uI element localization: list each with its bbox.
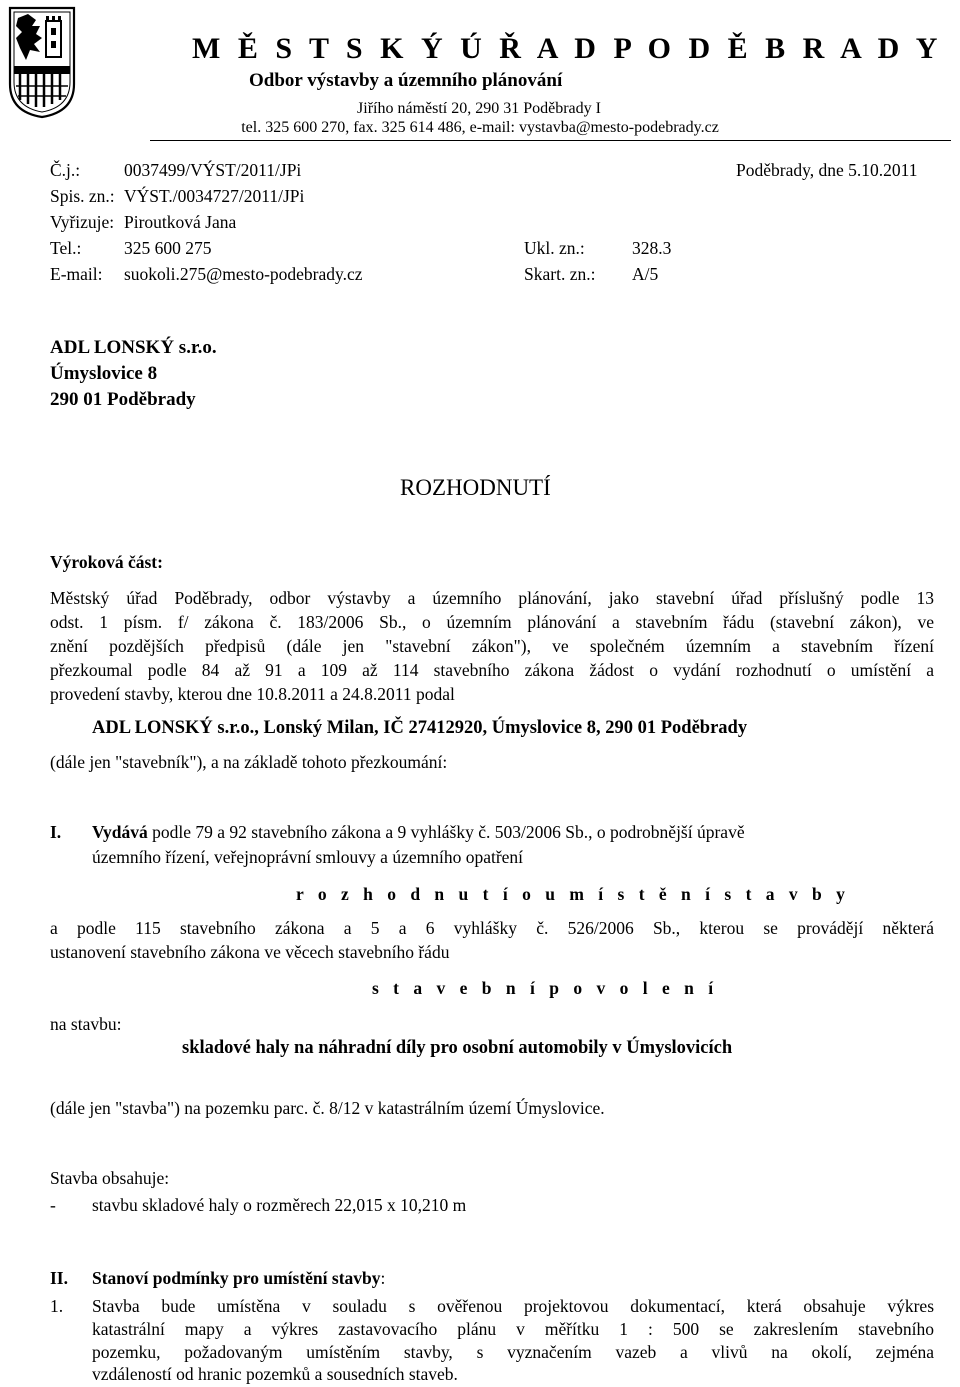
document-date: Poděbrady, dne 5.10.2011 [736,160,918,180]
building-note: (dále jen "stavba") na pozemku parc. č. 8/12 v katastrálním území Úmyslovice. [50,1098,605,1118]
header-divider [150,140,951,141]
recipient-name: ADL LONSKÝ s.r.o. [50,337,217,358]
ukl-value: 328.3 [632,238,672,258]
part-one-text: podle 79 a 92 stavebního zákona a 9 vyhlášky č. 503/2006 Sb., o podrobnější úpravě [147,822,745,842]
email-label: E-mail: [50,264,103,284]
section-label: Výroková část: [50,552,163,572]
condition-line: Stavba bude umístěna v souladu s ověřenou projektovou dokumentací, která obsahuje výkres [92,1296,934,1316]
condition-line: katastrální mapy a výkres zastavovacího plánu v měřítku 1 : 500 se zakreslením stavebního [92,1319,934,1339]
part-two-heading: Stanoví podmínky pro umístění stavby [92,1268,381,1288]
condition-line: pozemku, požadovaným umístěním stavby, s vyznačením vazeb a vlivů na okolí, zejména [92,1342,934,1362]
part-one-line-2: územního řízení, veřejnoprávní smlouvy a územního opatření [92,847,524,867]
intro-line: odst. 1 písm. f/ zákona č. 183/2006 Sb., o územním plánování a stavebním řádu (stavební zákon), ve [50,612,934,632]
part-one-number: I. [50,822,62,842]
bullet-dash: - [50,1195,56,1215]
office-title: M Ě S T S K Ý Ú Ř A D P O D Ě B R A D Y [192,32,943,65]
part-two-number: II. [50,1268,68,1288]
na-stavbu-label: na stavbu: [50,1014,122,1034]
ukl-label: Ukl. zn.: [524,238,585,258]
part-one-verb: Vydává [92,822,148,842]
part-one-line [92,820,745,844]
recipient-city: 290 01 Poděbrady [50,389,196,410]
cj-label: Č.j.: [50,160,81,180]
contains-label: Stavba obsahuje: [50,1168,170,1188]
spis-value: VÝST./0034727/2011/JPi [124,186,305,206]
building-name: skladové haly na náhradní díly pro osobní automobily v Úmyslovicích [182,1038,733,1058]
part-two-colon: : [380,1268,386,1288]
placement-decision-title: r o z h o d n u t í o u m í s t ě n í s t a v b y [296,884,850,904]
skart-label: Skart. zn.: [524,264,596,284]
intro-line: přezkoumal podle 84 až 91 a 109 až 114 stavebního zákona žádost o vydání rozhodnutí o umístění a [50,660,934,680]
skart-value: A/5 [632,264,659,284]
applicant: ADL LONSKÝ s.r.o., Lonský Milan, IČ 27412920, Úmyslovice 8, 290 01 Poděbrady [92,718,748,738]
applicant-note: (dále jen "stavebník"), a na základě tohoto přezkoumání: [50,752,448,772]
condition-number: 1. [50,1296,64,1316]
decision-heading: ROZHODNUTÍ [400,475,551,500]
tel-value: 325 600 275 [124,238,212,258]
recipient-street: Úmyslovice 8 [50,363,158,384]
building-permit-basis: a podle 115 stavebního zákona a 5 a 6 vyhlášky č. 526/2006 Sb., kterou se provádějí některá [50,918,934,938]
building-permit-title: s t a v e b n í p o v o l e n í [372,978,719,998]
intro-line: Městský úřad Poděbrady, odbor výstavby a územního plánování, jako stavební úřad příslušný podle 13 [50,588,934,608]
office-contact: tel. 325 600 270, fax. 325 614 486, e-mail: vystavba@mesto-podebrady.cz [241,119,719,136]
intro-line: provedení stavby, kterou dne 10.8.2011 a 24.8.2011 podal [50,684,455,704]
vyrizuje-label: Vyřizuje: [50,212,115,232]
vyrizuje-value: Piroutková Jana [124,212,237,232]
part-two-heading-line [92,1266,385,1290]
office-address: Jiřího náměstí 20, 290 31 Poděbrady I [357,100,601,117]
intro-line: znění pozdějších předpisů (dále jen "stavební zákon"), ve společném územním a stavebním řízení [50,636,934,656]
tel-label: Tel.: [50,238,82,258]
building-permit-basis: ustanovení stavebního zákona ve věcech stavebního řádu [50,942,450,962]
department-name: Odbor výstavby a územního plánování [249,70,563,91]
bullet-text: stavbu skladové haly o rozměrech 22,015 x 10,210 m [92,1195,467,1215]
spis-label: Spis. zn.: [50,186,115,206]
city-crest-icon [6,4,78,119]
condition-line: vzdáleností od hranic pozemků a sousedních staveb. [92,1364,458,1384]
email-value: suokoli.275@mesto-podebrady.cz [124,264,363,284]
cj-value: 0037499/VÝST/2011/JPi [124,160,302,180]
